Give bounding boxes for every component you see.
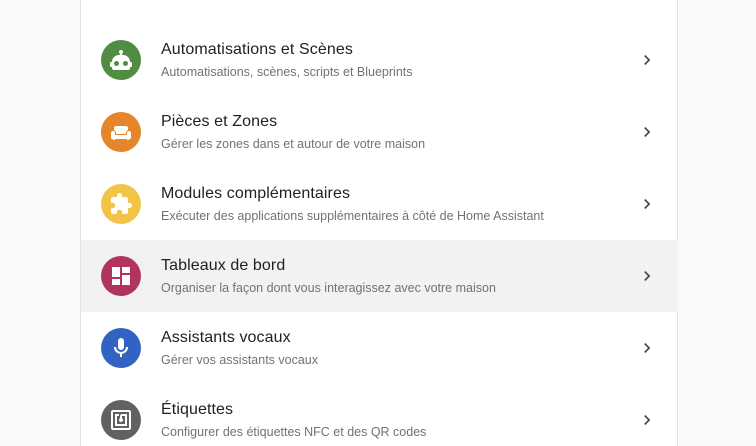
addons-icon-circle	[101, 184, 141, 224]
menu-item-title: Étiquettes	[161, 401, 234, 418]
chevron-right-icon	[637, 122, 657, 142]
menu-item-title: Modules complémentaires	[161, 185, 351, 202]
sofa-icon	[109, 120, 133, 144]
settings-menu-card	[80, 0, 678, 446]
chevron-right-icon	[637, 194, 657, 214]
menu-item-title: Tableaux de bord	[161, 257, 286, 274]
menu-item-devices[interactable]	[81, 0, 678, 6]
menu-item-subtitle: Organiser la façon dont vous interagissez avec votre maison	[161, 281, 496, 295]
nfc-tag-icon	[109, 408, 133, 432]
menu-item-voice-assistants[interactable]	[81, 312, 678, 384]
voice-assistants-icon-circle	[101, 328, 141, 368]
chevron-right-icon	[637, 266, 657, 286]
menu-item-title: Assistants vocaux	[161, 329, 291, 346]
puzzle-icon	[109, 192, 133, 216]
microphone-icon	[109, 336, 133, 360]
menu-item-subtitle: Gérer les zones dans et autour de votre maison	[161, 137, 426, 151]
view-dashboard-icon	[109, 264, 133, 288]
chevron-right-icon	[637, 338, 657, 358]
menu-item-addons[interactable]	[81, 168, 678, 240]
menu-item-areas[interactable]	[81, 96, 678, 168]
menu-item-subtitle: Configurer des étiquettes NFC et des QR codes	[161, 425, 427, 439]
menu-item-title: Automatisations et Scènes	[161, 41, 353, 58]
chevron-right-icon	[637, 50, 657, 70]
menu-item-title: Pièces et Zones	[161, 113, 278, 130]
menu-item-subtitle: Gérer vos assistants vocaux	[161, 353, 319, 367]
menu-item-automations[interactable]	[81, 24, 678, 96]
menu-item-tags[interactable]	[81, 384, 678, 446]
tags-icon-circle	[101, 400, 141, 440]
automations-icon-circle	[101, 40, 141, 80]
areas-icon-circle	[101, 112, 141, 152]
dashboards-icon-circle	[101, 256, 141, 296]
menu-item-dashboards[interactable]	[81, 240, 678, 312]
chevron-right-icon	[637, 410, 657, 430]
robot-icon	[109, 48, 133, 72]
menu-item-subtitle: Automatisations, scènes, scripts et Blueprints	[161, 65, 413, 79]
menu-item-subtitle: Exécuter des applications supplémentaires à côté de Home Assistant	[161, 209, 544, 223]
